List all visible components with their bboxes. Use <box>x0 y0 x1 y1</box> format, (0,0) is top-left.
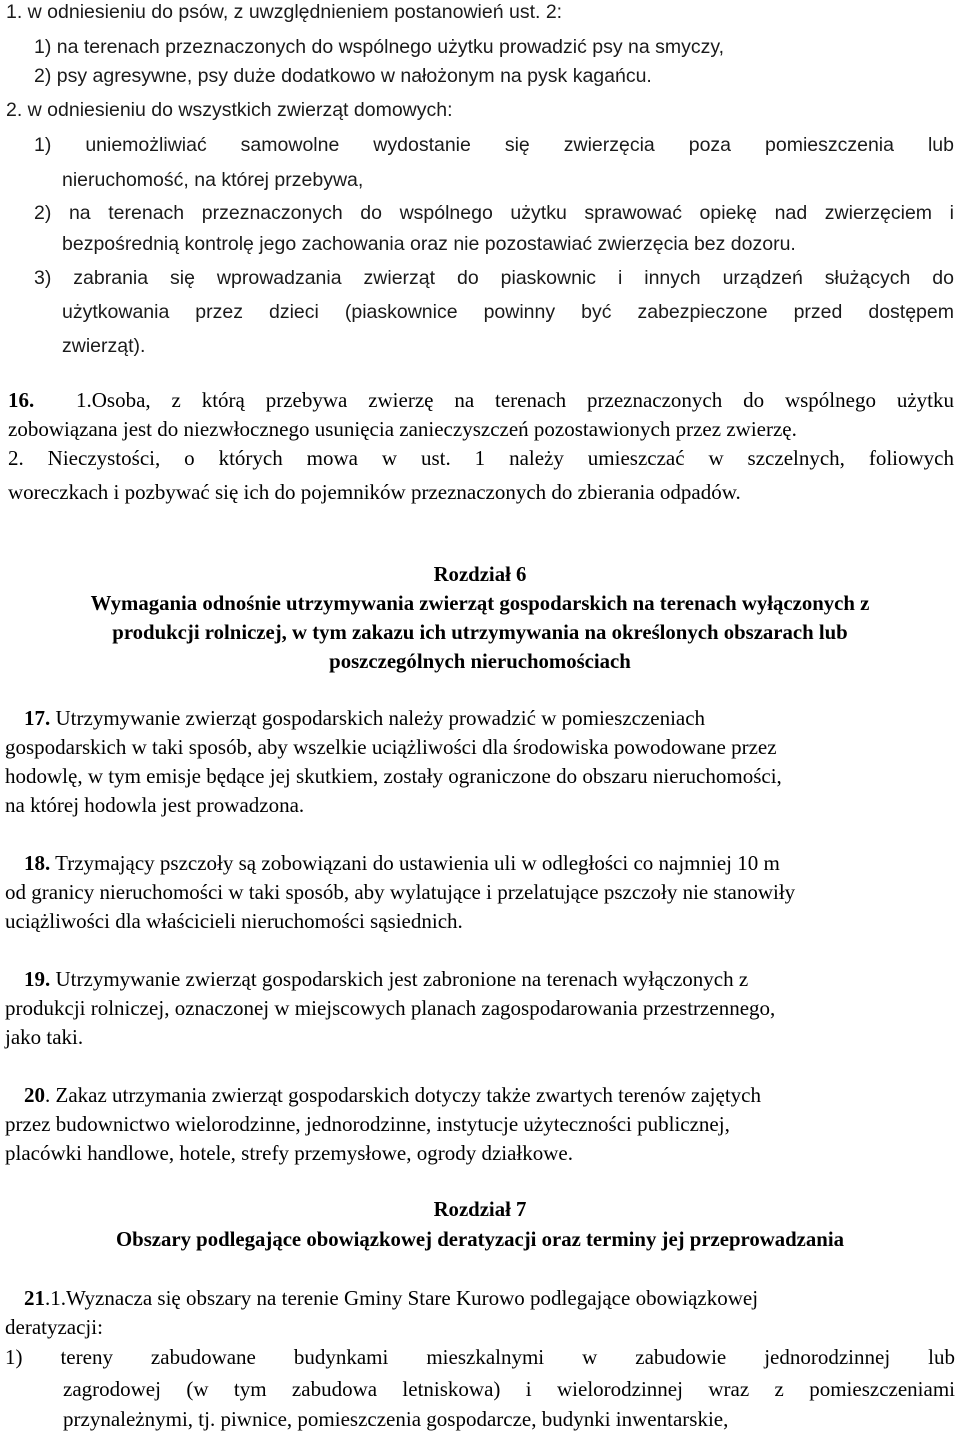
chapter-label: Rozdział 7 <box>433 1198 527 1221</box>
paragraph-number: 21 <box>24 1286 45 1310</box>
paragraph-number: 17. <box>24 706 51 730</box>
chapter-title: Obszary podlegające obowiązkowej deratyzacji oraz terminy jej przeprowadzania <box>116 1228 844 1251</box>
paragraph-line: woreczkach i pozbywać się ich do pojemników przeznaczonych do zbierania odpadów. <box>8 480 741 504</box>
paragraph-line: deratyzacji: <box>5 1315 103 1339</box>
paragraph-line: gospodarskich w taki sposób, aby wszelkie uciążliwości dla środowiska powodowane przez <box>5 735 777 759</box>
paragraph-line: 3) zabrania się wprowadzania zwierząt do piaskownic i innych urządzeń służących do <box>34 267 954 289</box>
paragraph-line: placówki handlowe, hotele, strefy przemysłowe, ogrody działkowe. <box>5 1141 573 1165</box>
paragraph-text: . Zakaz utrzymania zwierząt gospodarskich dotyczy także zwartych terenów zajętych <box>45 1083 761 1107</box>
paragraph-number: 20 <box>24 1083 45 1107</box>
paragraph-text: Utrzymywanie zwierząt gospodarskich jest zabronione na terenach wyłączonych z <box>55 967 749 991</box>
paragraph-number: 18. <box>24 851 51 875</box>
paragraph-line: zwierząt). <box>62 335 146 357</box>
paragraph-line: uciążliwości dla właścicieli nieruchomości sąsiednich. <box>5 909 463 933</box>
paragraph-line: 2) psy agresywne, psy duże dodatkowo w nałożonym na pysk kagańcu. <box>34 65 652 87</box>
paragraph-line: 2. Nieczystości, o których mowa w ust. 1 należy umieszczać w szczelnych, foliowych <box>8 446 954 470</box>
paragraph-line: przez budownictwo wielorodzinne, jednorodzinne, instytucje użyteczności publicznej, <box>5 1112 730 1136</box>
paragraph-line <box>8 386 954 414</box>
paragraph-line: na której hodowla jest prowadzona. <box>5 793 305 817</box>
paragraph-line: 1) tereny zabudowane budynkami mieszkalnymi w zabudowie jednorodzinnej lub <box>5 1345 955 1369</box>
paragraph-text: 1.Osoba, z którą przebywa zwierzę na terenach przeznaczonych do wspólnego użytku <box>75 388 954 412</box>
paragraph-line: zagrodowej (w tym zabudowa letniskowa) i wielorodzinnej wraz z pomieszczeniami <box>63 1377 955 1401</box>
paragraph-number: 16. <box>8 388 35 412</box>
paragraph-line: zobowiązana jest do niezwłocznego usunięcia zanieczyszczeń pozostawionych przez zwierzę. <box>8 417 797 441</box>
chapter-label: Rozdział 6 <box>433 563 527 586</box>
paragraph-line: 1) na terenach przeznaczonych do wspólnego użytku prowadzić psy na smyczy, <box>34 36 725 58</box>
paragraph-line: 1. w odniesieniu do psów, z uwzględnieniem postanowień ust. 2: <box>6 1 563 23</box>
paragraph-line: użytkowania przez dzieci (piaskownice powinny być zabezpieczone przed dostępem <box>62 301 954 323</box>
paragraph-line: bezpośrednią kontrolę jego zachowania oraz nie pozostawiać zwierzęcia bez dozoru. <box>62 233 796 255</box>
chapter-title: poszczególnych nieruchomościach <box>329 650 631 673</box>
paragraph-line: 1) uniemożliwiać samowolne wydostanie się zwierzęcia poza pomieszczenia lub <box>34 134 954 156</box>
paragraph-line <box>24 965 748 993</box>
paragraph-line: hodowlę, w tym emisje będące jej skutkiem, zostały ograniczone do obszaru nieruchomości, <box>5 764 782 788</box>
paragraph-line: nieruchomość, na której przebywa, <box>62 169 364 191</box>
paragraph-text: Utrzymywanie zwierząt gospodarskich należy prowadzić w pomieszczeniach <box>55 706 706 730</box>
paragraph-line <box>24 1284 758 1312</box>
paragraph-line <box>24 704 705 732</box>
paragraph-line: jako taki. <box>5 1025 84 1049</box>
paragraph-line: produkcji rolniczej, oznaczonej w miejscowych planach zagospodarowania przestrzennego, <box>5 996 776 1020</box>
paragraph-number: 19. <box>24 967 51 991</box>
paragraph-line <box>24 1081 761 1109</box>
paragraph-line: 2) na terenach przeznaczonych do wspólnego użytku sprawować opiekę nad zwierzęciem i <box>34 202 954 224</box>
paragraph-line: przynależnymi, tj. piwnice, pomieszczenia gospodarcze, budynki inwentarskie, <box>63 1407 729 1431</box>
paragraph-line <box>24 849 780 877</box>
paragraph-text: .1.Wyznacza się obszary na terenie Gminy Stare Kurowo podlegające obowiązkowej <box>45 1286 759 1310</box>
chapter-title: produkcji rolniczej, w tym zakazu ich utrzymywania na określonych obszarach lub <box>112 621 848 644</box>
paragraph-line: 2. w odniesieniu do wszystkich zwierząt domowych: <box>6 99 453 121</box>
paragraph-text: Trzymający pszczoły są zobowiązani do ustawienia uli w odległości co najmniej 10 m <box>55 851 780 875</box>
chapter-title: Wymagania odnośnie utrzymywania zwierząt gospodarskich na terenach wyłączonych z <box>90 592 870 615</box>
paragraph-line: od granicy nieruchomości w taki sposób, aby wylatujące i przelatujące pszczoły nie stanowiły <box>5 880 796 904</box>
